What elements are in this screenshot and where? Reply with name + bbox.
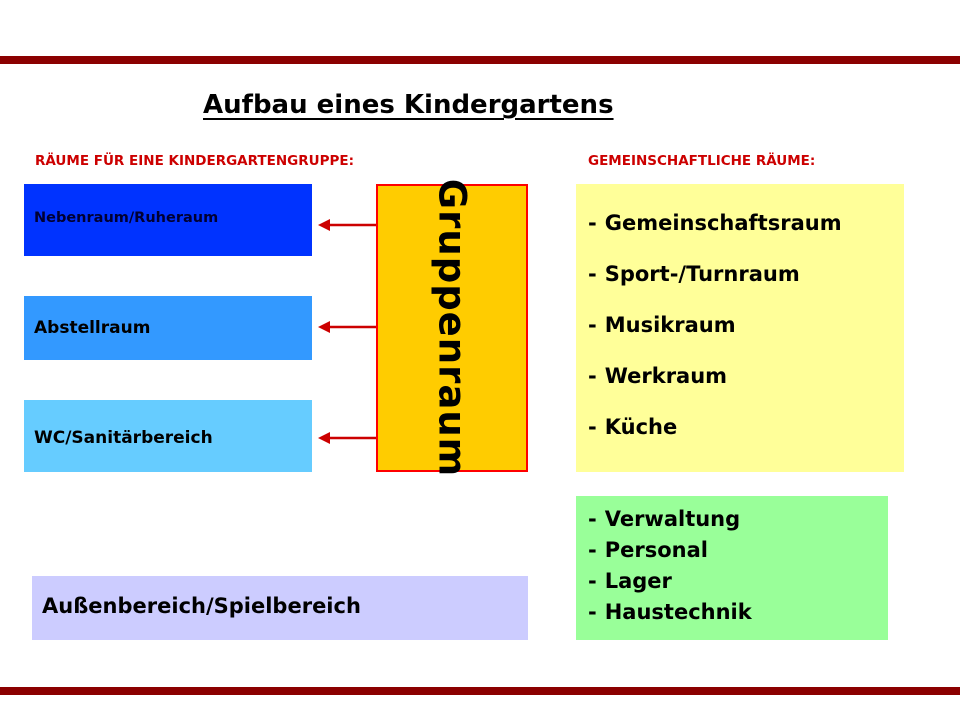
- arrow-to-nebenraum: [318, 219, 376, 231]
- room-box-nebenraum: [24, 184, 312, 256]
- left-section-label: RÄUME FÜR EINE KINDERGARTENGRUPPE:: [35, 153, 354, 169]
- admin-rooms-box: [576, 496, 888, 640]
- list-item: - Personal: [588, 538, 708, 562]
- room-box-wc: [24, 400, 312, 472]
- arrow-to-wc: [318, 432, 376, 444]
- room-label-wc: WC/Sanitärbereich: [34, 428, 213, 448]
- list-item: - Gemeinschaftsraum: [588, 211, 842, 235]
- gruppenraum-label: Gruppenraum: [430, 178, 474, 478]
- room-box-abstellraum: [24, 296, 312, 360]
- list-item: - Verwaltung: [588, 507, 741, 531]
- gruppenraum-box: [376, 178, 528, 478]
- bottom-rule: [0, 687, 960, 695]
- admin-rooms-list: [588, 504, 752, 628]
- top-rule: [0, 56, 960, 64]
- outdoor-label: Außenbereich/Spielbereich: [42, 594, 361, 618]
- list-item: - Lager: [588, 569, 672, 593]
- list-item: - Musikraum: [588, 313, 736, 337]
- list-item: - Werkraum: [588, 364, 728, 388]
- page-title: Aufbau eines Kindergartens: [203, 90, 614, 120]
- right-section-label: GEMEINSCHAFTLICHE RÄUME:: [588, 153, 816, 169]
- arrow-to-abstellraum: [318, 321, 376, 333]
- list-item: - Küche: [588, 415, 678, 439]
- list-item: - Haustechnik: [588, 600, 752, 624]
- list-item: - Sport-/Turnraum: [588, 262, 800, 286]
- common-rooms-list: [588, 198, 842, 453]
- outdoor-box: [32, 576, 528, 640]
- room-label-nebenraum: Nebenraum/Ruheraum: [34, 210, 219, 226]
- room-label-abstellraum: Abstellraum: [34, 318, 151, 338]
- common-rooms-box: [576, 184, 904, 472]
